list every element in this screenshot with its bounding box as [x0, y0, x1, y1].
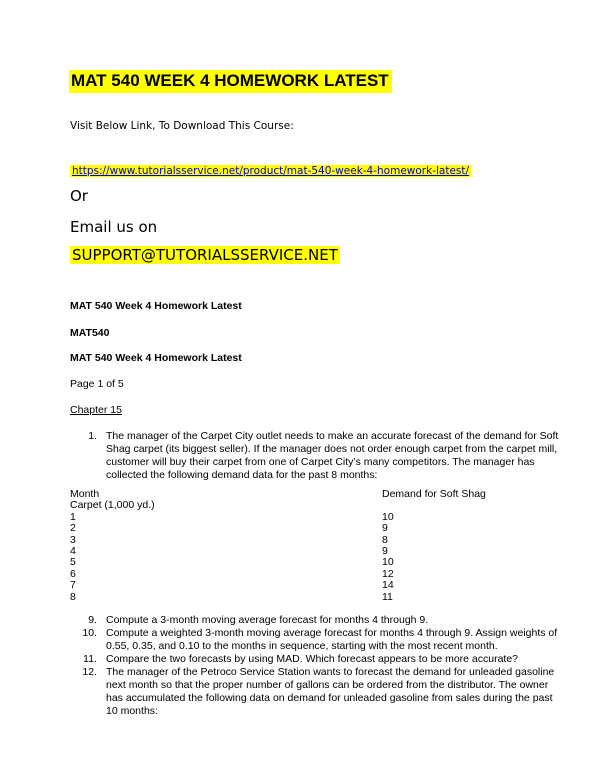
table-cell: 10 [382, 556, 394, 569]
text-line: next month so that the proper number of gallons can be ordered from the distributor. The owner [106, 679, 549, 691]
table-cell: 2 [70, 522, 76, 535]
item-text [106, 653, 518, 666]
doc-heading: MAT 540 Week 4 Homework Latest [70, 300, 242, 312]
text-line: Shag carpet (its biggest seller). If the manager does not order enough carpet from the carpet mill, [106, 443, 558, 455]
table-cell: 1 [70, 510, 76, 523]
table-cell: 8 [70, 590, 76, 603]
item-text [106, 627, 557, 653]
table-cell: 7 [70, 579, 76, 592]
item-number: 12. [82, 666, 97, 678]
page-title: MAT 540 WEEK 4 HOMEWORK LATEST [69, 70, 392, 93]
demand-column [382, 489, 486, 603]
or-separator: Or [70, 187, 88, 205]
text-line: customer will buy their carpet from one of Carpet City’s many competitors. The manager has [106, 456, 535, 468]
text-line: has accumulated the following data on demand for unleaded gasoline from sales during the past [106, 692, 553, 704]
email-label: Email us on [70, 218, 158, 236]
table-cell: 9 [382, 545, 388, 558]
text-line: 0.55, 0.35, and 0.10 to the months in sequence, starting with the most recent month. [106, 640, 498, 652]
table-cell: 3 [70, 533, 76, 546]
text-line: Compute a 3-month moving average forecast for months 4 through 9. [106, 614, 429, 626]
table-cell: 10 [382, 510, 394, 523]
text-line: collected the following demand data for the past 8 months: [106, 469, 378, 481]
item-text [106, 614, 428, 627]
page-indicator: Page 1 of 5 [70, 378, 124, 390]
item-number: 9. [88, 614, 97, 626]
table-cell: 4 [70, 545, 76, 558]
chapter-heading: Chapter 15 [70, 404, 122, 416]
column-header: Month [70, 488, 100, 500]
table-cell: 9 [382, 522, 388, 535]
table-cell: 6 [70, 567, 76, 580]
support-email-link[interactable]: SUPPORT@TUTORIALSSERVICE.NET [72, 246, 338, 264]
item-number: 11. [83, 653, 97, 665]
text-line: The manager of the Petroco Service Station wants to forecast the demand for unleaded gasoline [106, 666, 555, 678]
text-line: 10 months: [106, 705, 158, 717]
visit-instruction: Visit Below Link, To Download This Course: [70, 120, 294, 132]
course-code: MAT540 [70, 327, 110, 339]
column-subheader: Carpet (1,000 yd.) [70, 499, 155, 512]
column-header: Demand for Soft Shag [382, 488, 486, 500]
item-text [106, 430, 558, 482]
text-line: The manager of the Carpet City outlet needs to make an accurate forecast of the demand for Soft [106, 430, 559, 442]
course-link[interactable]: https://www.tutorialsservice.net/product/mat-540-week-4-homework-latest/ [72, 165, 470, 177]
item-number: 10. [82, 627, 97, 639]
text-line: Compare the two forecasts by using MAD. Which forecast appears to be more accurate? [106, 653, 519, 665]
table-cell: 8 [382, 533, 388, 546]
table-cell: 12 [382, 567, 394, 580]
month-column [70, 489, 155, 603]
table-cell: 5 [70, 556, 76, 569]
item-number: 1. [88, 430, 97, 442]
table-cell: 14 [382, 579, 394, 592]
item-text [106, 666, 554, 718]
text-line: Compute a weighted 3-month moving average forecast for months 4 through 9. Assign weights of [106, 627, 558, 639]
doc-subheading: MAT 540 Week 4 Homework Latest [70, 352, 242, 364]
table-cell: 11 [382, 590, 393, 603]
